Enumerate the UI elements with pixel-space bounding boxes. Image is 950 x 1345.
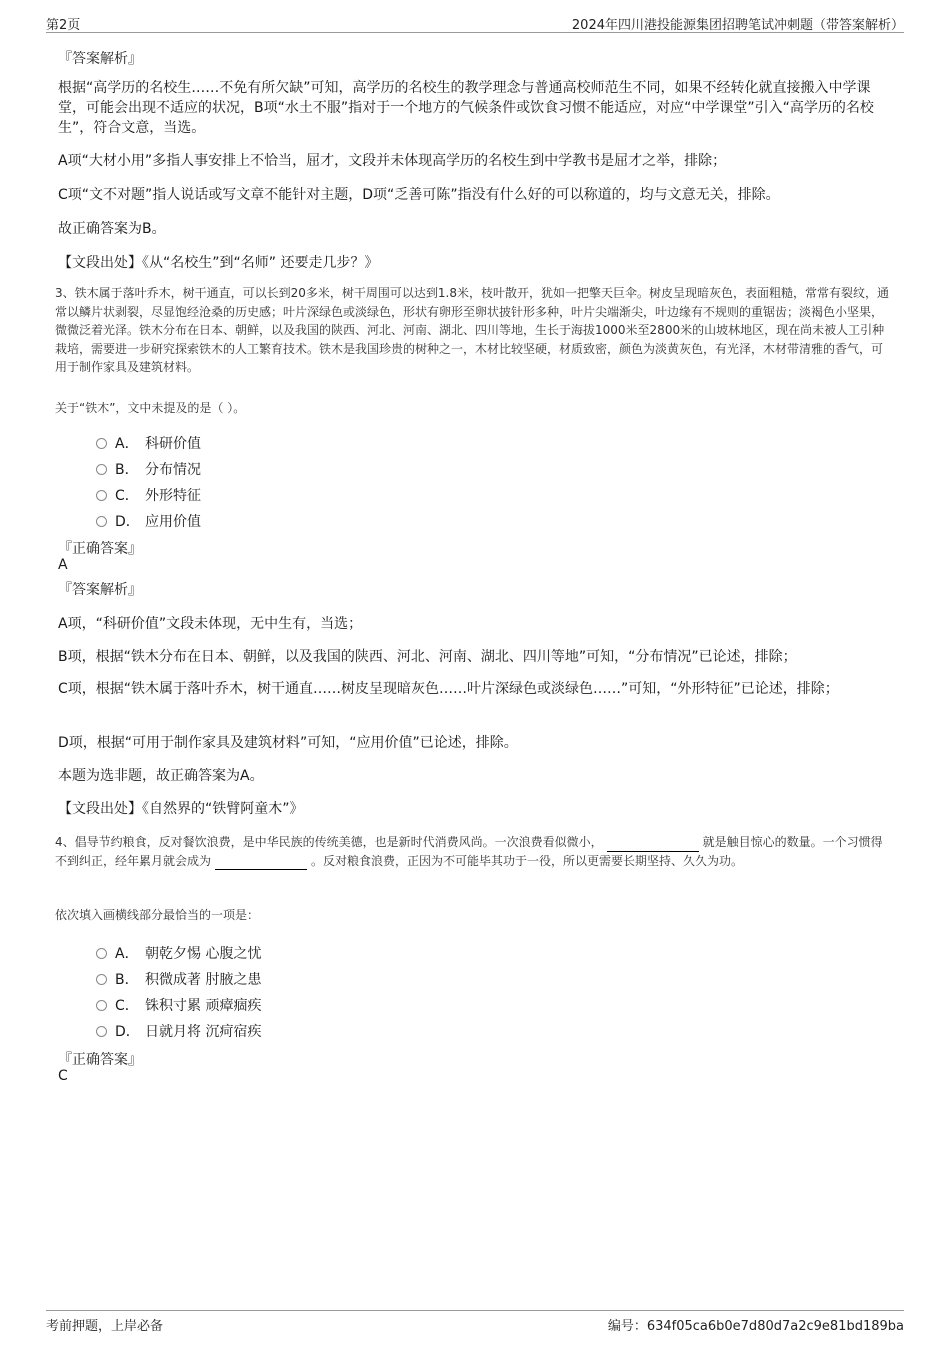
q3-question: 关于“铁木”，文中未提及的是（ ）。 <box>55 401 246 415</box>
q3-analysis-a: A项，“科研价值”文段未体现，无中生有，当选； <box>58 616 363 632</box>
page-footer <box>46 1310 904 1335</box>
q3-analysis-conclusion: 本题为选非题，故正确答案为A。 <box>58 768 264 784</box>
q2-analysis-paragraph-4: 故正确答案为B。 <box>58 221 166 237</box>
radio-icon[interactable] <box>96 948 107 959</box>
q3-option-c[interactable]: C． 外形特征 <box>96 485 201 505</box>
radio-icon[interactable] <box>96 516 107 527</box>
q4-option-a[interactable]: A． 朝乾夕惕 心腹之忧 <box>96 943 261 963</box>
page-header <box>46 12 904 33</box>
page-number: 第2页 <box>46 18 81 33</box>
q2-analysis-paragraph-3: C项“文不对题”指人说话或写文章不能针对主题，D项“乏善可陈”指没有什么好的可以称道的，均与文意无关，排除。 <box>58 187 780 203</box>
q2-source: 【文段出处】《从“名校生”到“名师” 还要走几步？》 <box>58 255 379 271</box>
q4-option-c[interactable]: C． 铢积寸累 顽瘴痼疾 <box>96 995 261 1015</box>
q4-question: 依次填入画横线部分最恰当的一项是： <box>55 908 260 922</box>
q3-analysis-b: B项，根据“铁木分布在日本、朝鲜，以及我国的陕西、河北、河南、湖北、四川等地”可知，“分布情况”已论述，排除； <box>58 649 797 665</box>
q3-option-d[interactable]: D． 应用价值 <box>96 511 201 531</box>
q2-analysis-paragraph-2: A项“大材小用”多指人事安排上不恰当，屈才，文段并未体现高学历的名校生到中学教书是屈才之举，排除； <box>58 153 727 169</box>
q3-stem: 3、铁木属于落叶乔木，树干通直，可以长到20多米，树干周围可以达到1.8米，枝叶散开，犹如一把擎天巨伞。树皮呈现暗灰色，表面粗糙，常常有裂纹，通常以鳞片状剥裂，尽显饱经沧桑的历史感；叶片深绿色或淡绿色，形状有卵形至卵状披针形多种，叶片尖端渐尖，叶边缘有不规则的重锯齿；淡褐色小坚果，微微泛着光泽。铁木分布在日本、朝鲜，以及我国的陕西、河北、河南、湖北、四川等地，生长于海拔1000米至2800米的山坡林地区，现在尚未被人工引种栽培，需要进一步研究探索铁木的人工繁育技术。铁木是我国珍贵的树种之一，木材比较坚硬，材质致密，颜色为淡黄灰色，有光泽，木材带清雅的香气，可用于制作家具及建筑材料。 <box>55 286 889 374</box>
fill-blank-1[interactable] <box>607 838 699 852</box>
q3-option-a[interactable]: A． 科研价值 <box>96 433 201 453</box>
q3-analysis-label: 『答案解析』 <box>58 582 142 598</box>
q3-option-b[interactable]: B． 分布情况 <box>96 459 201 479</box>
radio-icon[interactable] <box>96 464 107 475</box>
q2-analysis-label: 『答案解析』 <box>58 51 142 67</box>
footer-slogan: 考前押题，上岸必备 <box>46 1319 164 1334</box>
q3-answer: A <box>58 557 68 573</box>
q3-analysis-d: D项，根据“可用于制作家具及建筑材料”可知，“应用价值”已论述，排除。 <box>58 735 518 751</box>
radio-icon[interactable] <box>96 1000 107 1011</box>
radio-icon[interactable] <box>96 1026 107 1037</box>
q3-analysis-c: C项，根据“铁木属于落叶乔木，树干通直……树皮呈现暗灰色……叶片深绿色或淡绿色……”可知，“外形特征”已论述，排除； <box>58 681 839 697</box>
q4-answer: C <box>58 1068 68 1084</box>
q3-answer-label: 『正确答案』 <box>58 541 142 557</box>
q4-stem: 4、倡导节约粮食，反对餐饮浪费，是中华民族的传统美德，也是新时代消费风尚。一次浪费看似微小， 就是触目惊心的数量。一个习惯得不到纠正，经年累月就会成为 。反对粮食浪费，正因为不可能毕其功于一役，所以更需要长期坚持、久久为功。 <box>55 833 893 870</box>
document-title: 2024年四川港投能源集团招聘笔试冲刺题（带答案解析） <box>571 18 904 33</box>
q3-source: 【文段出处】《自然界的“铁臂阿童木”》 <box>58 801 304 817</box>
radio-icon[interactable] <box>96 438 107 449</box>
q4-option-b[interactable]: B． 积微成著 肘腋之患 <box>96 969 261 989</box>
q2-analysis-paragraph-1: 根据“高学历的名校生……不免有所欠缺”可知，高学历的名校生的教学理念与普通高校师范生不同，如果不经转化就直接搬入中学课堂，可能会出现不适应的状况，B项“水土不服”指对于一个地方的气候条件或饮食习惯不能适应，对应“中学课堂”引入“高学历的名校生”，符合文意，当选。 <box>58 80 874 136</box>
q4-answer-label: 『正确答案』 <box>58 1052 142 1068</box>
radio-icon[interactable] <box>96 974 107 985</box>
fill-blank-2[interactable] <box>215 856 307 870</box>
radio-icon[interactable] <box>96 490 107 501</box>
q4-option-d[interactable]: D． 日就月将 沉疴宿疾 <box>96 1021 261 1041</box>
document-code: 编号：634f05ca6b0e7d80d7a2c9e81bd189ba <box>607 1319 904 1334</box>
